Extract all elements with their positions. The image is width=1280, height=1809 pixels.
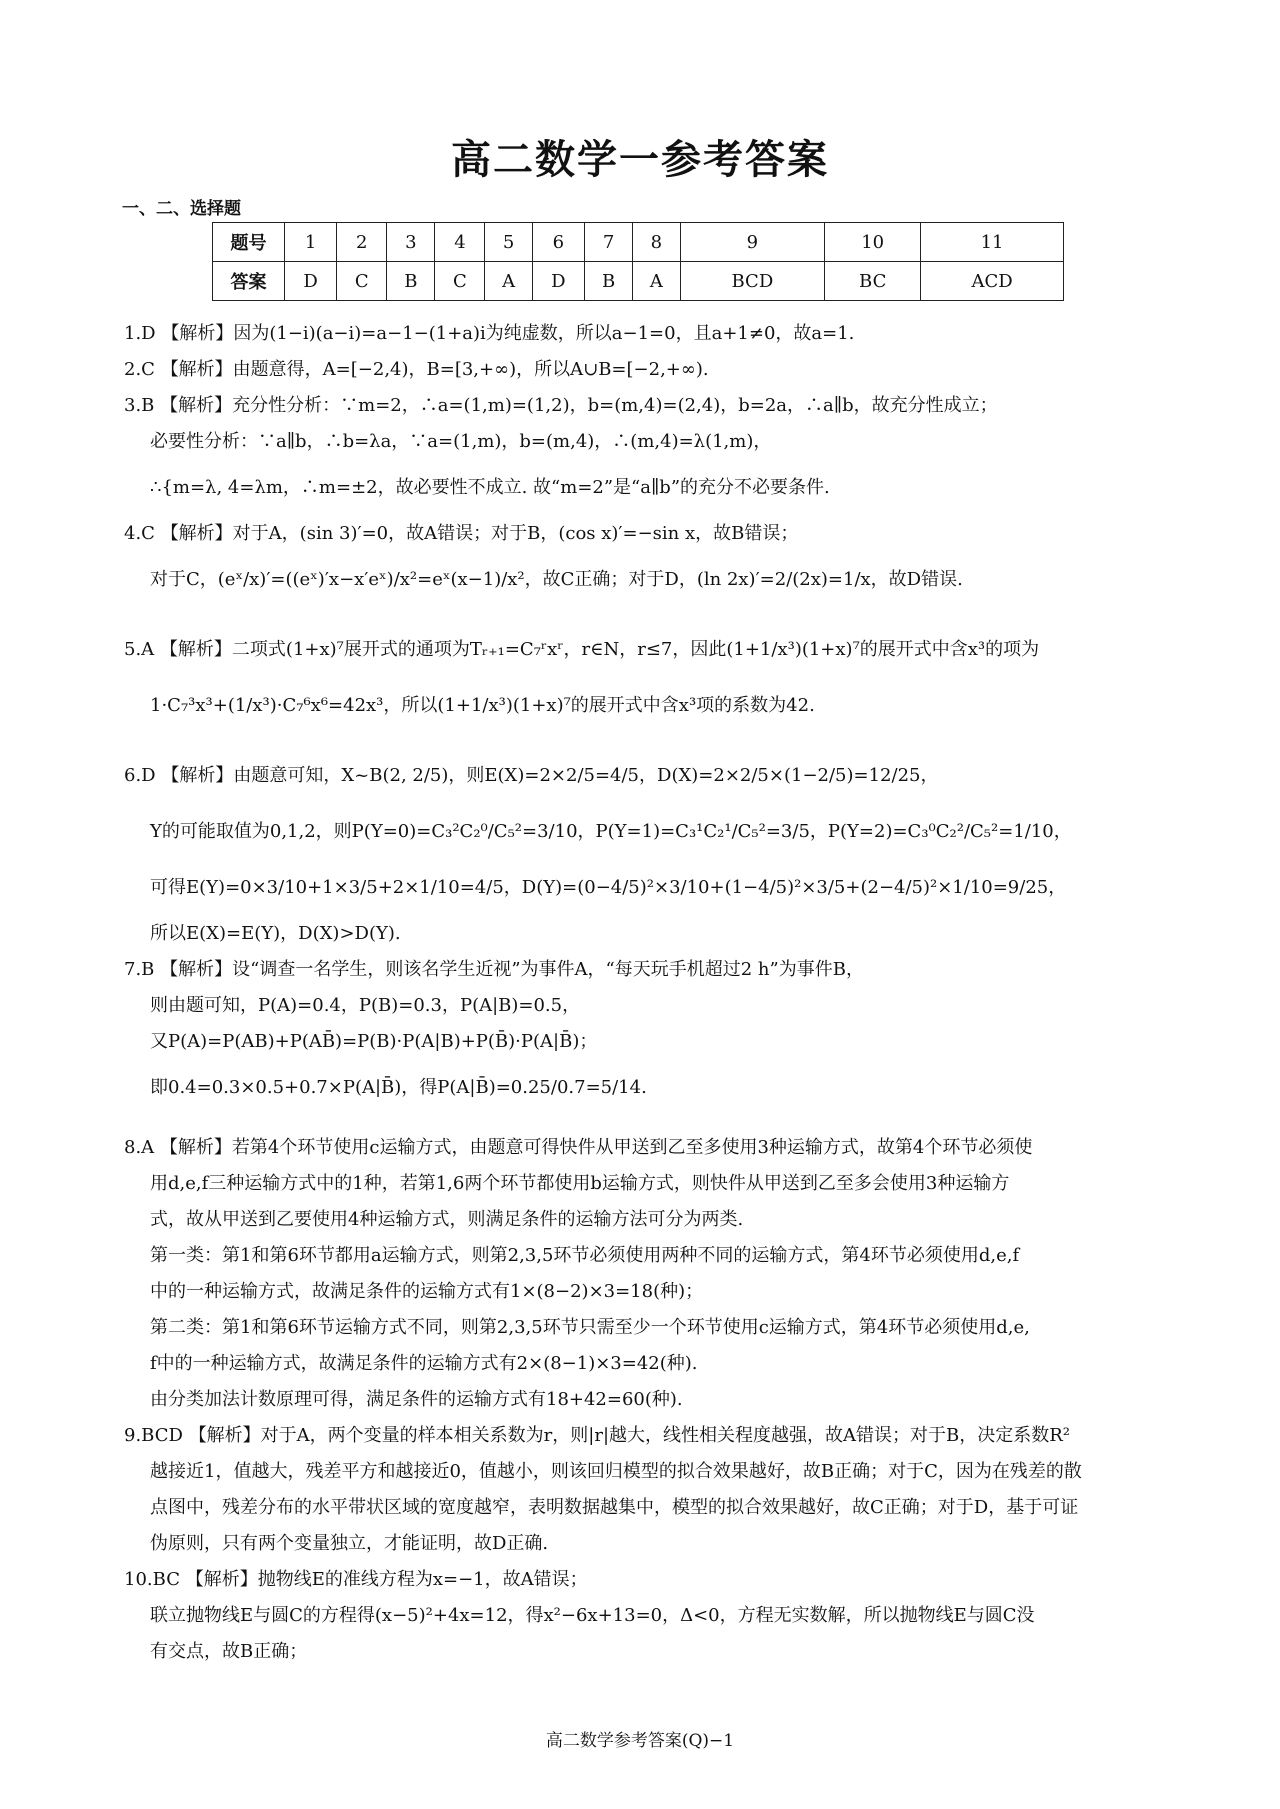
explanation-text: 【解析】设“调查一名学生，则该名学生近视”为事件A，“每天玩手机超过2 h”为事件B， [160, 959, 864, 980]
table-cell: 7 [585, 223, 633, 262]
table-cell: 10 [825, 223, 921, 262]
explanation-q6 [124, 748, 1164, 804]
table-cell: C [435, 262, 485, 301]
question-number: 6.D [124, 765, 156, 786]
page-footer: 高二数学参考答案(Q)−1 [545, 1731, 735, 1751]
explanation-text: 伪原则，只有两个变量独立，才能证明，故D正确. [150, 1533, 549, 1554]
explanation-q9 [124, 1418, 1164, 1454]
row-label-number: 题号 [213, 223, 285, 262]
table-cell: 6 [532, 223, 584, 262]
explanation-text: 点图中，残差分布的水平带状区域的宽度越窄，表明数据越集中，模型的拟合效果越好，故C正确；对于D，基于可证 [150, 1497, 1079, 1518]
explanation-text: 中的一种运输方式，故满足条件的运输方式有1×(8−2)×3=18(种)； [150, 1281, 704, 1302]
explanations [124, 316, 1164, 1670]
explanation-text: 又P(A)=P(AB)+P(AB̄)=P(B)·P(A|B)+P(B̄)·P(A|B̄)； [150, 1031, 598, 1052]
explanation-text: 【解析】若第4个环节使用c运输方式，由题意可得快件从甲送到乙至多使用3种运输方式，故第4个环节必须使 [159, 1137, 1033, 1158]
question-number: 10.BC [124, 1569, 180, 1590]
explanation-text: 由分类加法计数原理可得，满足条件的运输方式有18+42=60(种). [150, 1389, 683, 1410]
table-row-answers [213, 262, 1064, 301]
explanation-q7 [124, 952, 1164, 988]
explanation-text: 所以E(X)=E(Y)，D(X)>D(Y). [150, 923, 401, 944]
explanation-text: f中的一种运输方式，故满足条件的运输方式有2×(8−1)×3=42(种). [150, 1353, 698, 1374]
table-cell: BC [825, 262, 921, 301]
explanation-text: 越接近1，值越大，残差平方和越接近0，值越小，则该回归模型的拟合效果越好，故B正确；对于C，因为在残差的散 [150, 1461, 1082, 1482]
page-title: 高二数学一参考答案 [451, 137, 829, 183]
table-cell: D [532, 262, 584, 301]
explanation-text: 即0.4=0.3×0.5+0.7×P(A|B̄)，得P(A|B̄)=0.25/0.7=5/14. [150, 1077, 647, 1098]
explanation-text: 【解析】对于A，两个变量的样本相关系数为r，则|r|越大，线性相关程度越强，故A错误；对于B，决定系数R² [188, 1425, 1071, 1446]
explanation-text: 可得E(Y)=0×3/10+1×3/5+2×1/10=4/5，D(Y)=(0−4/5)²×3/10+(1−4/5)²×3/5+(2−4/5)²×1/10=9/25， [150, 877, 1067, 898]
question-number: 5.A [124, 639, 155, 660]
explanation-text: 【解析】由题意得，A=[−2,4)，B=[3,+∞)，所以A∪B=[−2,+∞). [160, 359, 709, 380]
explanation-q8 [124, 1130, 1164, 1166]
table-cell: BCD [680, 262, 825, 301]
explanation-text: 用d,e,f三种运输方式中的1种，若第1,6两个环节都使用b运输方式，则快件从甲送到乙至多会使用3种运输方 [150, 1173, 1010, 1194]
explanation-text: 1·C₇³x³+(1/x³)·C₇⁶x⁶=42x³，所以(1+1/x³)(1+x)⁷的展开式中含x³项的系数为42. [150, 695, 815, 716]
table-cell: B [387, 262, 435, 301]
explanation-text: 式，故从甲送到乙要使用4种运输方式，则满足条件的运输方法可分为两类. [150, 1209, 744, 1230]
table-cell: 1 [285, 223, 337, 262]
explanation-q10 [124, 1562, 1164, 1598]
explanation-text: 【解析】由题意可知，X~B(2, 2/5)，则E(X)=2×2/5=4/5，D(X)=2×2/5×(1−2/5)=12/25， [161, 765, 939, 786]
explanation-text: 对于C，(eˣ/x)′=((eˣ)′x−x′eˣ)/x²=eˣ(x−1)/x²，故C正确；对于D，(ln 2x)′=2/(2x)=1/x，故D错误. [150, 569, 963, 590]
explanation-text: ∴{m=λ, 4=λm，∴m=±2，故必要性不成立. 故“m=2”是“a∥b”的充分不必要条件. [150, 477, 830, 498]
table-cell: 8 [633, 223, 680, 262]
question-number: 3.B [124, 395, 155, 416]
answer-table [212, 222, 1064, 301]
table-cell: 2 [337, 223, 387, 262]
question-number: 4.C [124, 523, 155, 544]
explanation-text: 【解析】因为(1−i)(a−i)=a−1−(1+a)i为纯虚数，所以a−1=0，且a+1≠0，故a=1. [161, 323, 855, 344]
explanation-text: 【解析】对于A，(sin 3)′=0，故A错误；对于B，(cos x)′=−sin x，故B错误； [160, 523, 799, 544]
table-cell: 11 [921, 223, 1064, 262]
table-cell: B [585, 262, 633, 301]
question-number: 8.A [124, 1137, 155, 1158]
question-number: 1.D [124, 323, 156, 344]
table-cell: 9 [680, 223, 825, 262]
table-cell: ACD [921, 262, 1064, 301]
question-number: 2.C [124, 359, 155, 380]
explanation-text: 第一类：第1和第6环节都用a运输方式，则第2,3,5环节必须使用两种不同的运输方式，第4环节必须使用d,e,f [150, 1245, 1020, 1266]
table-cell: A [485, 262, 532, 301]
explanation-text: 【解析】抛物线E的准线方程为x=−1，故A错误； [185, 1569, 588, 1590]
section-heading: 一、二、选择题 [122, 199, 241, 219]
explanation-text: 【解析】二项式(1+x)⁷展开式的通项为Tᵣ₊₁=C₇ʳxʳ，r∈N，r≤7，因此(1+1/x³)(1+x)⁷的展开式中含x³的项为 [159, 639, 1040, 660]
explanation-q3 [124, 388, 1164, 424]
explanation-q4 [124, 516, 1164, 552]
table-row-numbers [213, 223, 1064, 262]
row-label-answer: 答案 [213, 262, 285, 301]
explanation-text: 有交点，故B正确； [150, 1641, 308, 1662]
question-number: 9.BCD [124, 1425, 183, 1446]
table-cell: C [337, 262, 387, 301]
explanation-text: 必要性分析：∵a∥b，∴b=λa，∵a=(1,m)，b=(m,4)，∴(m,4)=λ(1,m)， [150, 431, 772, 452]
table-cell: 4 [435, 223, 485, 262]
explanation-text: Y的可能取值为0,1,2，则P(Y=0)=C₃²C₂⁰/C₅²=3/10，P(Y=1)=C₃¹C₂¹/C₅²=3/5，P(Y=2)=C₃⁰C₂²/C₅²=1/10， [150, 821, 1072, 842]
table-cell: D [285, 262, 337, 301]
explanation-text: 【解析】充分性分析：∵m=2，∴a=(1,m)=(1,2)，b=(m,4)=(2,4)，b=2a，∴a∥b，故充分性成立； [160, 395, 998, 416]
table-cell: 5 [485, 223, 532, 262]
explanation-text: 联立抛物线E与圆C的方程得(x−5)²+4x=12，得x²−6x+13=0，Δ<0，方程无实数解，所以抛物线E与圆C没 [150, 1605, 1035, 1626]
table-cell: 3 [387, 223, 435, 262]
explanation-text: 则由题可知，P(A)=0.4，P(B)=0.3，P(A|B)=0.5， [150, 995, 581, 1016]
question-number: 7.B [124, 959, 155, 980]
explanation-q2 [124, 352, 1164, 388]
table-cell: A [633, 262, 680, 301]
explanation-text: 第二类：第1和第6环节运输方式不同，则第2,3,5环节只需至少一个环节使用c运输方式，第4环节必须使用d,e, [150, 1317, 1030, 1338]
explanation-q5 [124, 622, 1164, 678]
explanation-q1 [124, 316, 1164, 352]
